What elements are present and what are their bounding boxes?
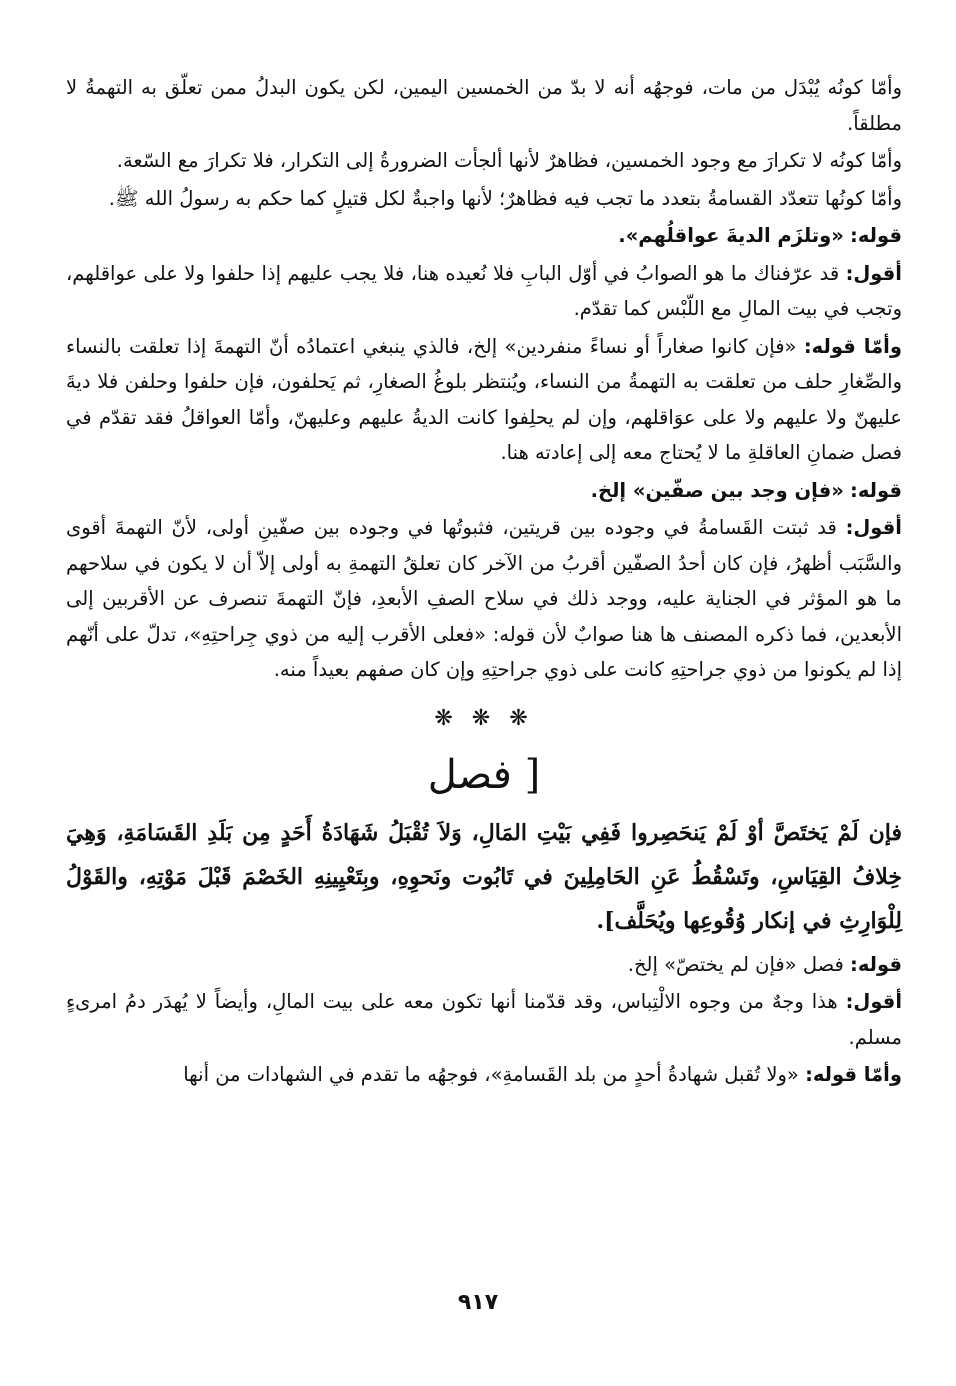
paragraph-8 [66,510,902,688]
page-body [66,70,902,1095]
paragraph-text: «فإن وجد بين صفّين» إلخ. [590,478,844,502]
paragraph-6 [66,329,902,471]
paragraph-lead: أقول: [845,990,903,1013]
paragraph-10 [66,984,902,1055]
paragraph-text: هذا وجهٌ من وجوه الالْتِباس، وقد قدّمنا أنها تكون معه على بيت المالِ، وأيضاً لا يُهدَر دمُ امرىءٍ مسلم. [66,990,902,1049]
paragraph-1 [66,70,902,141]
paragraph-3 [66,181,902,217]
paragraph-9 [66,947,902,983]
paragraph-text: قد عرّفناك ما هو الصوابُ في أوّل البابِ فلا نُعيده هنا، فلا يجب عليهم إذا حلفوا ولا على عواقلهم، وتجب في بيت المالِ مع اللّبْس كما تقدّم. [66,261,902,320]
paragraph-text: «فإن كانوا صغاراً أو نساءً منفردين» إلخ، فالذي ينبغي اعتمادُه أنّ التهمةَ إذا تعلقت بالنساء والصِّغارِ حلف من تعلقت به التهمةُ من النساء، ويُنتظر بلوغُ الصغارِ، ثم يَحلفون، فإن حلفوا وحلفن فلا ديةَ عليهنّ ولا عليهم ولا على عوَاقلهم، وإن لم يحلِفوا كانت الديةُ عليهم وعليهنّ، وأمّا العواقلُ فقد تقدّم في فصل ضمانِ العاقلةِ ما لا يُحتاج معه إلى إعادته هنا. [66,334,902,464]
paragraph-text: فصل «فإن لم يختصّ» إلخ. [627,952,844,976]
section-ornament: ❋ ❋ ❋ [434,705,534,731]
page-number: ٩١٧ [457,1290,499,1315]
paragraph-lead: قوله: [850,478,902,502]
paragraph-5 [66,256,902,327]
paragraph-lead: أقول: [845,516,902,539]
paragraph-text: وأمّا كونُه يُبْدَل من مات، فوجهُه أنه لا بدّ من الخمسين اليمين، لكن يكون البدلُ ممن تعلّق به التهمةُ لا مطلقاً. [66,76,902,135]
paragraph-4 [66,218,902,254]
paragraph-11 [66,1057,902,1093]
paragraph-text: قد ثبتت القَسامةُ في وجوده بين قريتين، فثبوتُها في وجوده بين صفّينِ أولى، لأنّ التهمةَ أقوى والسَّبَب أظهرُ، فإن كان أحدُ الصفّين أقربُ من الآخر كان تعلقُ التهمةِ به أولى إلاّ أن لا يكون في سلاحهم ما هو المؤثر في الجناية عليه، ووجد ذلك في سلاح الصفِ الأبعدِ، فإنّ التهمةَ تنصرف عن الأقربين إلى الأبعدين، فما ذكره المصنف ها هنا صوابٌ لأن قوله: «فعلى الأقرب إليه من ذوي جِراحتِهِ»، تدلّ على أنّهم إذا لم يكونوا من ذوي جراحتِهِ كانت على ذوي جراحتِهِ وإن كان صفهم بعيداً منه. [66,516,902,681]
paragraph-lead: وأمّا قوله: [805,1063,902,1086]
section-heading: [ فصل [427,751,541,798]
paragraph-text: «وتلزَم الديةَ عواقلُهم». [618,224,844,247]
paragraph-lead: وأمّا قوله: [803,334,902,358]
paragraph-text: وأمّا كونُه لا تكرارَ مع وجود الخمسين، فظاهرٌ لأنها ألجأت الضرورةُ إلى التكرار، فلا تكرارَ مع السّعة. [116,149,902,172]
paragraph-lead: قوله: [850,952,902,976]
paragraph-lead: أقول: [845,261,902,285]
paragraph-text: وأمّا كونُها تتعدّد القسامةُ بتعدد ما تجب فيه فظاهرٌ؛ لأنها واجبةٌ لكل قتيلٍ كما حكم به رسولُ الله ﷺ. [108,186,902,210]
paragraph-2 [66,143,902,179]
paragraph-lead: قوله: [850,224,902,247]
paragraph-text: «ولا تُقبل شهادةُ أحدٍ من بلد القَسامةِ»، فوجهُه ما تقدم في الشهادات من أنها [183,1063,799,1086]
main-text-block: فإن لَمْ يَختَصَّ أوْ لَمْ يَنحَصِروا فَفِي بَيْتِ المَالِ، وَلاَ تُقْبَلُ شَهَادَةُ أَحَدٍ مِن بَلَدِ القَسَامَةِ، وَهِيَ خِلافُ القِيَاسِ، وتَسْقُطُ عَنِ الحَامِلِينَ في تَابُوت ونَحوِهِ، وبِتَعْيِينِهِ الخَصْمَ قَبْلَ مَوْتِهِ، والقَوْلُ لِلْوَارِثِ في إنكار وُقُوعِها ويُحَلَّف]. [66,819,902,934]
paragraph-7 [66,473,902,509]
